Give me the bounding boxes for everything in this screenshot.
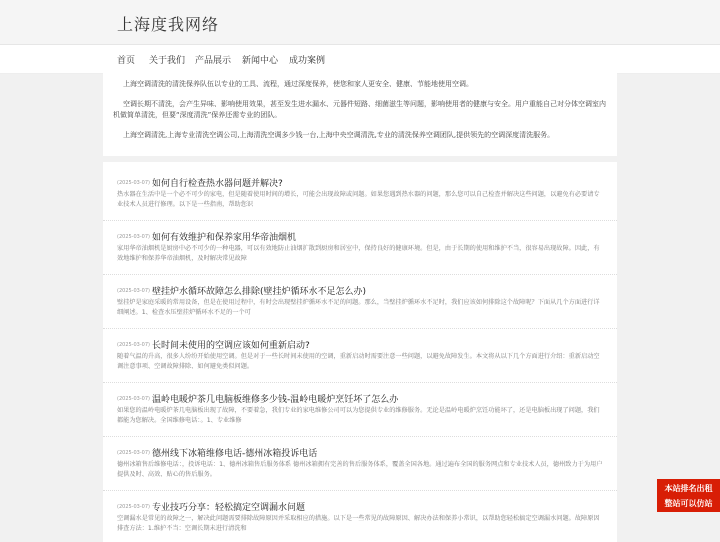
site-title[interactable]: 上海度我网络 [117,15,220,34]
list-item [117,496,605,534]
article-title[interactable]: 如何有效维护和保养家用华帝油烟机 [151,233,296,243]
badge-line: 本站排名出租 [664,484,713,493]
divider [103,382,617,383]
main-nav [0,45,720,74]
article-date: (2025-03-07) [117,449,150,456]
divider [103,436,617,437]
article-date: (2025-03-07) [117,341,150,348]
intro-paragraph: 空调长期不清洗，会产生异味、影响使用效果，甚至发生进水漏水、元器件短路、细菌滋生等问题，影响使用者的健康与安全。用户重能自己对分体空调室内机做简单清洗，但要“深度清洗”保养还需专业的团队。 [113,100,606,119]
article-title[interactable]: 壁挂炉水循环故障怎么排除(壁挂炉循环水不足怎么办) [151,287,366,297]
nav-item-products[interactable]: 产品展示 [195,56,232,66]
article-summary: 随着气温的升高，很多人纷纷开始使用空调。但是对于一些长时间未使用的空调，重新启动时需要注意一些问题，以避免故障发生。本文将从以下几个方面进行介绍：重新启动空调注意事项、空调故障排除、如何避免类似问题。 [117,353,600,370]
nav-item-about[interactable]: 关于我们 [149,56,186,66]
article-title[interactable]: 长时间未使用的空调应该如何重新启动? [151,341,310,351]
divider [103,220,617,221]
article-title[interactable]: 专业技巧分享：轻松搞定空调漏水问题 [151,503,305,513]
list-item [117,280,605,318]
article-list [103,162,617,542]
article-summary: 热水器在生活中是一个必不可少的家电，但是随着使用时间的增长，可能会出现故障或问题。如果您遇到热水器的问题，那么您可以自己检查并解决这些问题，以避免有必要请专业技术人员进行修理。以下是一些指南，帮助您识 [117,191,600,208]
list-item [117,172,605,210]
list-item [117,388,605,426]
article-date: (2025-03-07) [117,395,150,402]
article-title[interactable]: 如何自行检查热水器问题并解决? [151,179,283,189]
list-item [117,442,605,480]
article-summary: 壁挂炉是家庭采暖的常用设备，但是在使用过程中，有时会出现壁挂炉循环水不足的问题。那么，当壁挂炉循环水不足时，我们应该如何排除这个故障呢？下面从几个方面进行详细阐述。1、检查水压壁挂炉循环水不足的一个可 [117,299,600,316]
nav-item-home[interactable]: 首页 [117,56,136,66]
intro-paragraph: 上海空调清洗的清洗保养队伍以专业的工具、流程，通过深度保养，使您和家人更安全、健康、节能地使用空调。 [123,80,473,88]
intro-box [103,72,617,156]
badge-line: 整站可以仿站 [664,499,713,508]
article-date: (2025-03-07) [117,233,150,240]
article-date: (2025-03-07) [117,503,150,510]
nav-item-cases[interactable]: 成功案例 [289,56,326,66]
article-summary: 家用华帝油烟机是厨房中必不可少的一种电器，可以有效地防止油烟扩散到厨房和居室中，保持良好的健康环境。但是，由于长期的使用和维护不当，很容易出现故障。因此，有效地维护和保养华帝油烟机，及时解决常见故障 [117,245,600,262]
site-header [0,0,720,45]
list-item [117,226,605,264]
article-summary: 如果您的温岭电暖炉茶几电脑板出现了故障，不要着急，我们专业的家电维修公司可以为您提供专业的维修服务。无论是温岭电暖炉烹饪功能坏了，还是电脑板出现了问题，我们都能为您解决。全国维修电话：。1、专业维修 [117,407,600,424]
nav-item-news[interactable]: 新闻中心 [242,56,279,66]
article-date: (2025-03-07) [117,179,150,186]
article-title[interactable]: 德州线下冰箱维修电话-德州冰箱投诉电话 [151,449,318,459]
article-summary: 德州冰箱售后维修电话：，投诉电话：1、德州冰箱售后服务体系 德州冰箱拥有完善的售后服务体系，覆盖全国各地。通过遍布全国的服务网点和专业技术人员，德州致力于为用户提供及时、高效、贴心的售后服务。 [117,461,603,478]
divider [103,328,617,329]
rent-ad-badge[interactable] [657,479,720,512]
article-title[interactable]: 温岭电暖炉茶几电脑板维修多少钱-温岭电暖炉烹饪坏了怎么办 [151,395,399,405]
divider [103,274,617,275]
list-item [117,334,605,372]
article-summary: 空调漏水是常见的故障之一，解决此问题需要排除故障原因并采取相应的措施。以下是一些常见的故障原因、解决办法和保养小常识，以帮助您轻松搞定空调漏水问题。故障原因排查方法：1.维护不当：空调长期未进行清洗和 [117,515,600,532]
article-date: (2025-03-07) [117,287,150,294]
intro-paragraph: 上海空调清洗,上海专业清洗空调公司,上海清洗空调多少钱一台,上海中央空调清洗,专业的清洗保养空调团队,提供领先的空调深度清洗服务。 [123,131,555,139]
divider [103,490,617,491]
